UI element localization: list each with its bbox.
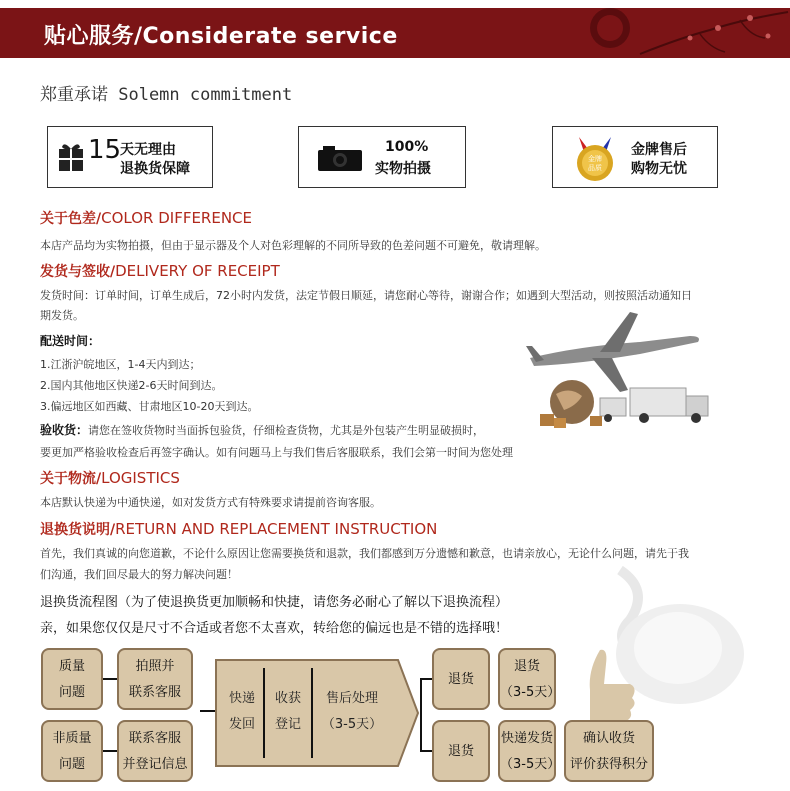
return-heading-cn: 退换货说明/: [40, 522, 116, 538]
delivery-text2: 期发货。: [40, 309, 84, 322]
banner-title: 贴心服务/Considerate service: [44, 24, 398, 49]
color-heading-en: COLOR DIFFERENCE: [101, 209, 253, 227]
connector: [103, 750, 117, 752]
flow-photo-contact: 拍照并 联系客服: [117, 648, 193, 710]
shipping-illustration: [520, 306, 720, 434]
commitment-title: 郑重承诺 Solemn commitment: [40, 85, 293, 105]
logistics-heading: [40, 468, 180, 488]
flow-refund-b: 退货 （3-5天）: [498, 648, 556, 710]
color-heading: [40, 208, 252, 228]
return-heading-en: RETURN AND REPLACEMENT INSTRUCTION: [115, 520, 438, 538]
logistics-heading-cn: 关于物流/: [40, 471, 102, 487]
photo-line2: 实物拍摄: [375, 161, 431, 177]
flow-express-back: 快递 发回: [228, 691, 255, 732]
airplane-icon: [526, 312, 699, 392]
flow-confirm: 确认收货 评价获得积分: [564, 720, 654, 782]
return-line2: 退换货保障: [120, 161, 190, 177]
delivery-text1: 发货时间：订单时间，订单生成后，72小时内发货，法定节假日顺延，请您耐心等待，谢谢合作；如遇到大型活动，则按照活动通知日: [40, 289, 692, 302]
delivery-heading: [40, 261, 280, 281]
delivery-item2: 2.国内其他地区快递2-6天时间到达。: [40, 379, 223, 392]
globe-icon: [550, 380, 594, 424]
delivery-check: [40, 421, 484, 438]
commit-box-photo: [298, 126, 466, 188]
connector: [420, 678, 422, 752]
svg-text:金牌: 金牌: [588, 155, 602, 163]
return-note: 亲，如果您仅仅是尺寸不合适或者您不太喜欢，转给您的偏远也是不错的选择哦！: [40, 621, 509, 636]
color-text: 本店产品均为实物拍摄，但由于显示器及个人对色彩理解的不同所导致的色差问题不可避免，敬请理解。: [40, 239, 546, 252]
delivery-item1: 1.江浙沪皖地区，1-4天内到达；: [40, 358, 201, 371]
flow-quality-problem: 质量 问题: [41, 648, 103, 710]
connector: [103, 678, 117, 680]
delivery-heading-cn: 发货与签收/: [40, 264, 116, 280]
photo-line1: 100%: [385, 139, 429, 155]
truck-icon: [600, 388, 708, 423]
delivery-check2: 要更加严格验收检查后再签字确认。如有问题马上与我们售后客服联系，我们会第一时间为您处理: [40, 446, 513, 459]
delivery-item3: 3.偏远地区如西藏、甘肃地区10-20天到达。: [40, 400, 259, 413]
flow-contact-register: 联系客服 并登记信息: [117, 720, 193, 782]
plum-branch-icon: [550, 8, 790, 58]
flow-refund-c: 退货: [432, 720, 490, 782]
gold-line1: 金牌售后: [631, 142, 687, 158]
gold-medal-icon: [571, 133, 619, 183]
color-heading-cn: 关于色差/: [40, 211, 102, 227]
gold-line2: 购物无忧: [631, 161, 687, 177]
delivery-heading-en: DELIVERY OF RECEIPT: [115, 262, 280, 280]
check-label: 验收货：: [40, 423, 89, 437]
gift-icon: [58, 141, 84, 173]
commit-box-return: [47, 126, 213, 188]
return-days: 15: [88, 135, 122, 165]
check-text: 请您在签收货物时当面拆包验货，仔细检查货物，尤其是外包装产生明显破损时，: [88, 424, 485, 437]
delivery-time-title: 配送时间：: [40, 334, 101, 348]
return-line1: 天无理由: [120, 142, 176, 158]
flow-nonquality-problem: 非质量 问题: [41, 720, 103, 782]
return-text2: 们沟通，我们回尽最大的努力解决问题！: [40, 568, 238, 581]
flow-title: 退换货流程图（为了使退换货更加顺畅和快捷，请您务必耐心了解以下退换流程）: [40, 595, 509, 610]
header-banner: [0, 8, 790, 58]
logistics-heading-en: LOGISTICS: [101, 469, 180, 487]
return-text1: 首先，我们真诚的向您道歉，不论什么原因让您需要换货和退款，我们都感到万分遗憾和歉意，也请亲放心，无论什么问题，请先于我: [40, 547, 689, 560]
logistics-text: 本店默认快递为中通快递，如对发货方式有特殊要求请提前咨询客服。: [40, 496, 381, 509]
camera-icon: [317, 144, 363, 172]
flow-receive-register: 收获 登记: [274, 691, 301, 732]
flow-ship: 快递发货 （3-5天）: [498, 720, 556, 782]
commit-box-gold: [552, 126, 718, 188]
flow-aftersale: 售后处理 （3-5天）: [321, 691, 383, 732]
flow-refund-a: 退货: [432, 648, 490, 710]
return-heading: [40, 519, 437, 539]
svg-text:品质: 品质: [588, 164, 602, 172]
